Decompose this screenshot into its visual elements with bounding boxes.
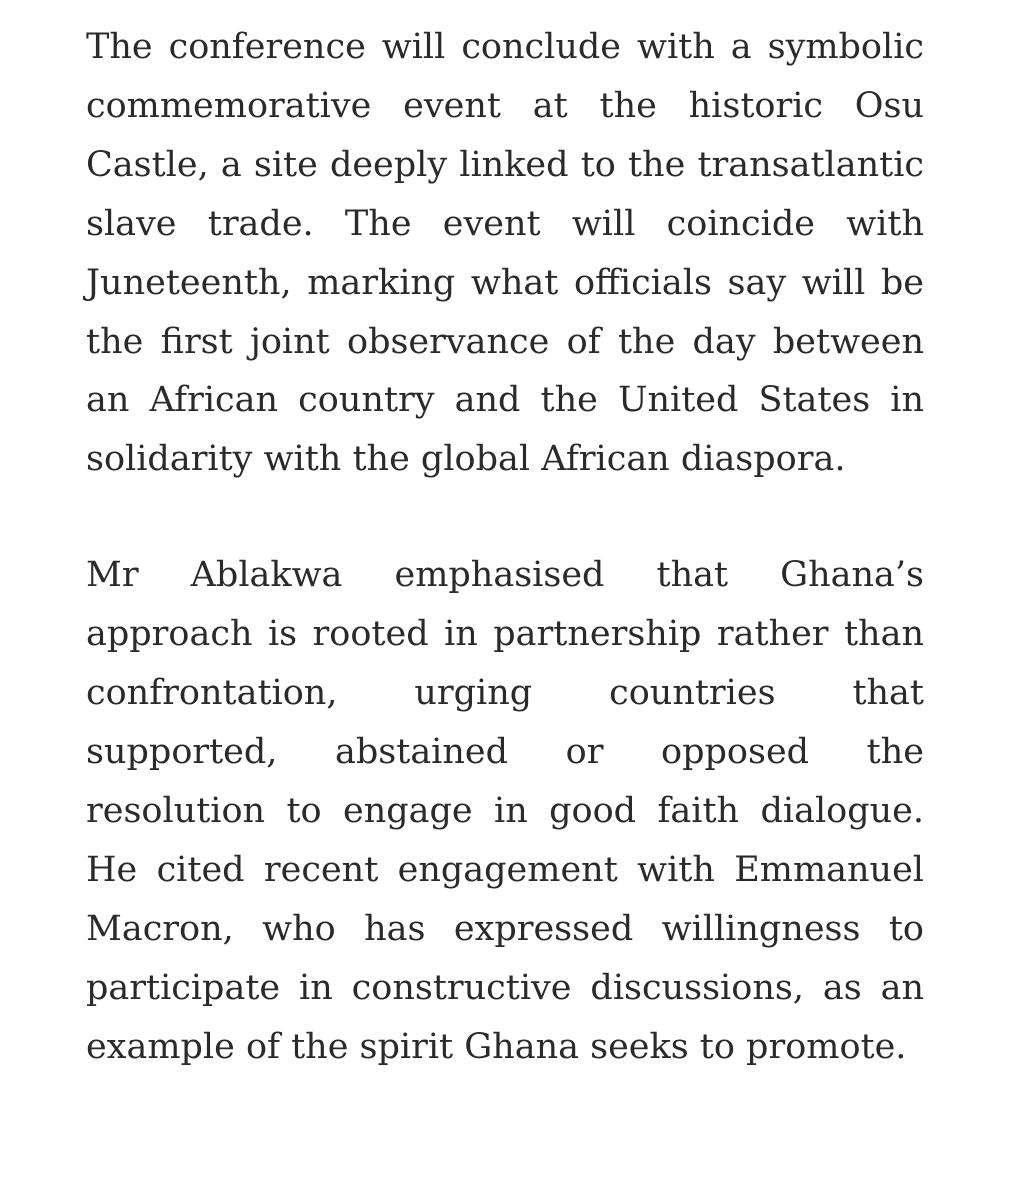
article-paragraph: The conference will conclude with a symbolic commemorative event at the historic Osu Castle, a site deeply linked to the transatlantic slave trade. The event will coincide with Juneteenth, marking what officials say will be the first joint observance of the day between an African country and the United States in solidarity with the global African diaspora.	[86, 27, 924, 480]
article-paragraph: Mr Ablakwa emphasised that Ghana’s approach is rooted in partnership rather than confrontation, urging countries that supported, abstained or opposed the resolution to engage in good faith dialogue. He cited recent engagement with Emmanuel Macron, who has expressed willingness to participate in constructive discussions, as an example of the spirit Ghana seeks to promote.	[86, 555, 924, 1067]
article-body	[86, 18, 924, 1076]
